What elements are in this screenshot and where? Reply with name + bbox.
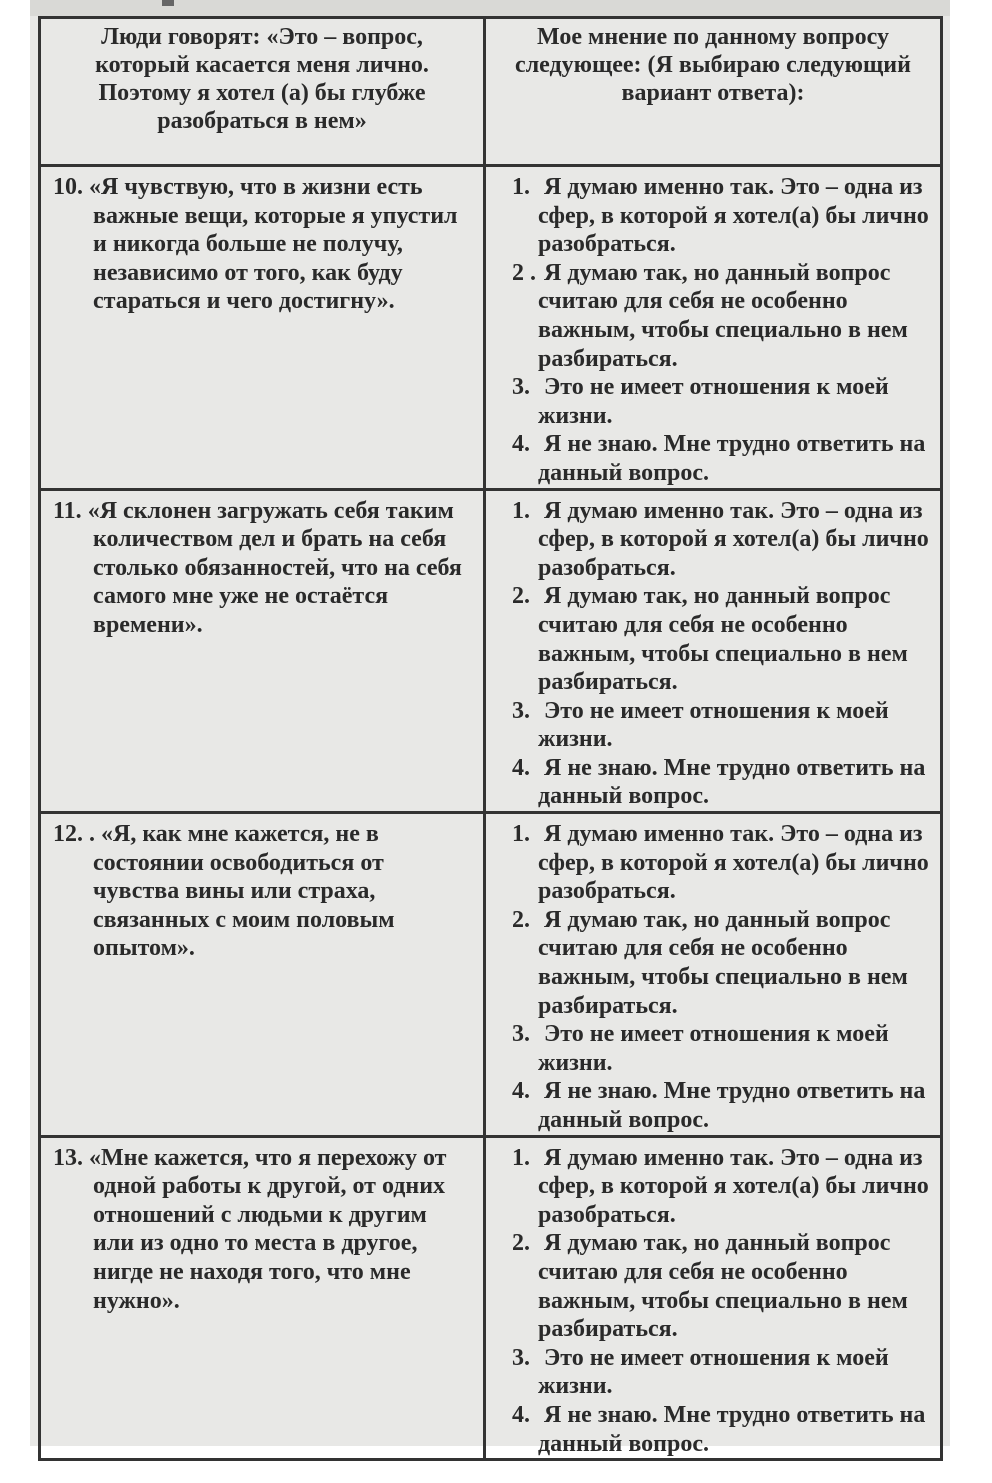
table-row [40,489,942,813]
option-text: Это не имеет отношения к моей жизни. [538,1021,889,1076]
answer-option[interactable] [498,906,930,1020]
options-cell [485,489,942,813]
statement-text: «Я чувствую, что в жизни есть важные вещи, которые я упустил и никогда больше не получу, независимо от того, как буду стараться и чего достигну». [89,174,458,315]
option-number: 3. [512,1021,530,1048]
answer-options [498,820,930,1135]
statement-number: 11. [53,497,82,524]
statement-cell [40,813,485,1137]
option-number: 3. [512,697,530,724]
answer-option[interactable] [498,173,930,259]
option-text: Это не имеет отношения к моей жизни. [538,1344,889,1400]
header-my-opinion: Мое мнение по данному вопросу следующее: (Я выбираю следующий вариант ответа): [485,18,942,166]
option-text: Это не имеет отношения к моей жизни. [538,374,889,429]
option-number: 2. [512,906,530,933]
option-text: Это не имеет отношения к моей жизни. [538,697,889,753]
statement-text: «Я склонен загружать себя таким количеством дел и брать на себя столько обязанностей, что на себя самого мне уже не остаётся времени». [87,497,462,638]
option-number: 3. [512,1344,530,1371]
option-text: Я думаю именно так. Это – одна из сфер, в которой я хотел(а) бы лично разобраться. [538,1144,929,1228]
option-number: 1. [512,821,530,848]
option-text: Я думаю именно так. Это – одна из сфер, в которой я хотел(а) бы лично разобраться. [538,174,929,258]
option-text: Я не знаю. Мне трудно ответить на данный вопрос. [538,754,926,810]
answer-option[interactable] [498,1344,930,1401]
scanned-page [30,0,950,1457]
answer-option[interactable] [498,430,930,487]
table-row [40,813,942,1137]
option-number: 1. [512,1144,530,1171]
statement-number: 13. [53,1144,83,1171]
statement-cell [40,166,485,490]
answer-option[interactable] [498,1020,930,1077]
statement-number: 10. [53,174,83,200]
option-number: 3. [512,374,530,401]
option-text: Я не знаю. Мне трудно ответить на данный вопрос. [538,1078,926,1133]
answer-option[interactable] [498,697,930,754]
statement [53,1144,473,1316]
option-text: Я не знаю. Мне трудно ответить на данный вопрос. [538,1401,926,1457]
table-header-row [40,18,942,166]
previous-page-edge [30,0,950,16]
option-number: 1. [512,497,530,524]
answer-option[interactable] [498,1144,930,1230]
statement-cell [40,1136,485,1460]
option-text: Я не знаю. Мне трудно ответить на данный вопрос. [538,431,926,486]
statement-text: «Я, как мне кажется, не в состоянии освободиться от чувства вины или страха, связанных с моим половым опытом». [93,821,395,962]
option-number: 2 . [512,259,536,286]
answer-option[interactable] [498,497,930,583]
option-number: 4. [512,1078,530,1105]
option-number: 4. [512,754,530,781]
statement [53,173,473,316]
statement-cell [40,489,485,813]
answer-option[interactable] [498,1401,930,1458]
options-cell [485,1136,942,1460]
answer-options [498,497,930,812]
answer-option[interactable] [498,1229,930,1343]
answer-option[interactable] [498,1077,930,1134]
statement [53,497,473,640]
answer-options [498,1144,930,1459]
header-people-say: Люди говорят: «Это – вопрос, который касается меня лично. Поэтому я хотел (а) бы глубже разобраться в нем» [40,18,485,166]
option-text: Я думаю так, но данный вопрос считаю для себя не особенно важным, чтобы специально в нем разбираться. [538,906,908,1019]
option-text: Я думаю именно так. Это – одна из сфер, в которой я хотел(а) бы лично разобраться. [538,821,929,905]
option-text: Я думаю так, но данный вопрос считаю для себя не особенно важным, чтобы специально в нем разбираться. [538,1230,908,1343]
option-number: 1. [512,174,530,200]
options-cell [485,813,942,1137]
option-text: Я думаю так, но данный вопрос считаю для себя не особенно важным, чтобы специально в нем разбираться. [538,583,908,696]
answer-option[interactable] [498,754,930,811]
option-number: 2. [512,1230,530,1257]
option-number: 2. [512,583,530,610]
answer-options [498,173,930,488]
answer-option[interactable] [498,820,930,906]
option-text: Я думаю именно так. Это – одна из сфер, в которой я хотел(а) бы лично разобраться. [538,497,929,581]
statement-text: «Мне кажется, что я перехожу от одной работы к другой, от одних отношений с людьми к другим или из одно то места в другое, нигде не находя того, что мне нужно». [89,1144,447,1314]
option-number: 4. [512,431,530,458]
option-number: 4. [512,1401,530,1428]
table-row [40,1136,942,1460]
table-row [40,166,942,490]
cut-off-text-fragment [162,0,174,6]
answer-option[interactable] [498,373,930,430]
statement-number: 12. . [53,821,95,848]
answer-option[interactable] [498,582,930,696]
options-cell [485,166,942,490]
answer-option[interactable] [498,259,930,373]
statement [53,820,473,963]
option-text: Я думаю так, но данный вопрос считаю для себя не особенно важным, чтобы специально в нем разбираться. [538,259,908,372]
questionnaire-table [38,16,943,1461]
